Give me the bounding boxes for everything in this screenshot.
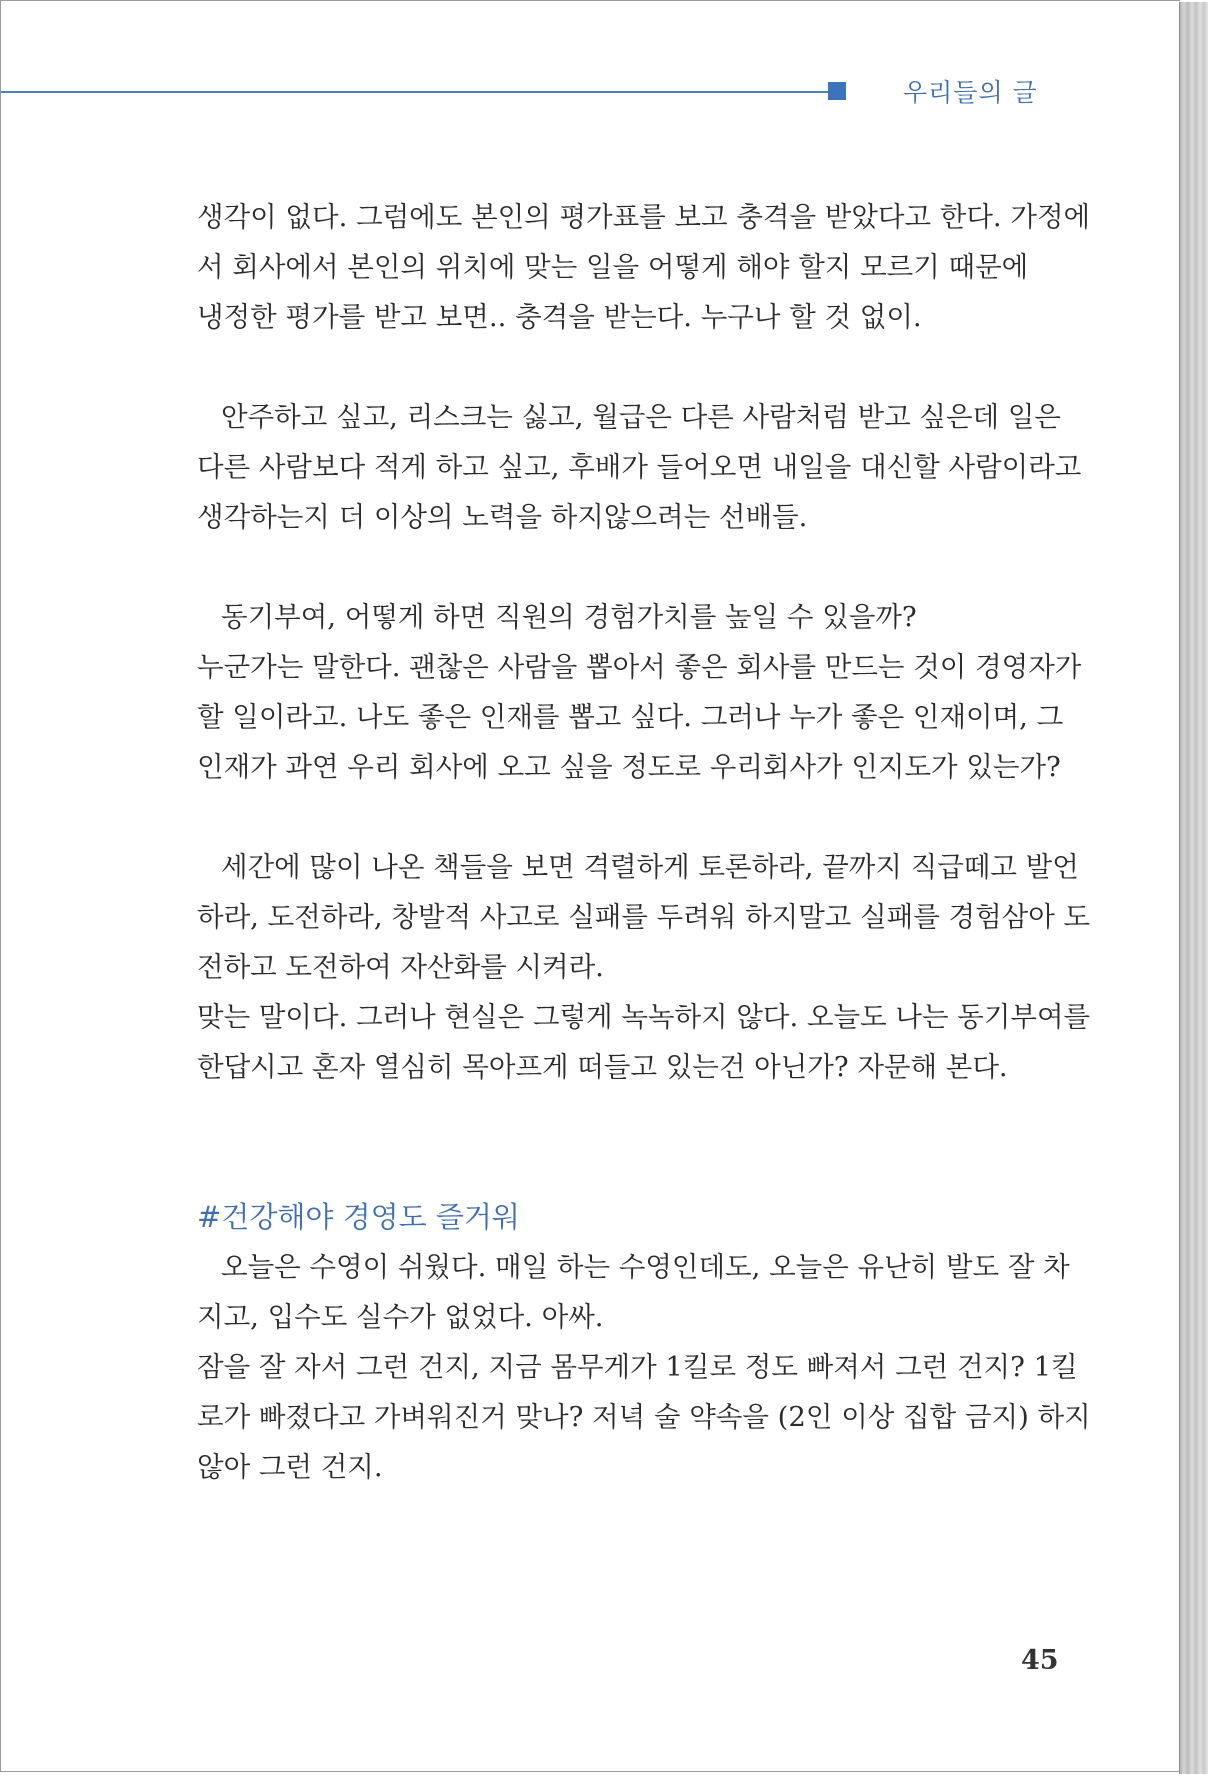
p4-line-2: 하라, 도전하라, 창발적 사고로 실패를 두려워 하지말고 실패를 경험삼아 도 — [197, 901, 1091, 933]
header-square-marker — [828, 82, 846, 100]
page-stack-edge — [1179, 2, 1208, 1774]
p1-line-2: 서 회사에서 본인의 위치에 맞는 일을 어떻게 해야 할지 모르기 때문에 — [197, 251, 1029, 283]
p4-line-5: 한답시고 혼자 열심히 목아프게 떠들고 있는건 아닌가? 자문해 본다. — [197, 1051, 1008, 1083]
section-line-4: 로가 빠졌다고 가벼워진거 맞나? 저녁 술 약속을 (2인 이상 집합 금지) 하지 — [197, 1401, 1091, 1433]
section-line-5: 않아 그런 건지. — [197, 1451, 383, 1483]
p1-line-3: 냉정한 평가를 받고 보면.. 충격을 받는다. 누구나 할 것 없이. — [197, 301, 922, 333]
section-line-2: 지고, 입수도 실수가 없었다. 아싸. — [197, 1301, 604, 1333]
p3-line-4: 인재가 과연 우리 회사에 오고 싶을 정도로 우리회사가 인지도가 있는가? — [197, 751, 1061, 783]
section-line-1: 오늘은 수영이 쉬웠다. 매일 하는 수영인데도, 오늘은 유난히 발도 잘 차 — [221, 1251, 1070, 1283]
p3-line-3: 할 일이라고. 나도 좋은 인재를 뽑고 싶다. 그러나 누가 좋은 인재이며, 그 — [197, 701, 1064, 733]
p2-line-1: 안주하고 싶고, 리스크는 싫고, 월급은 다른 사람처럼 받고 싶은데 일은 — [221, 401, 1061, 433]
page-number: 45 — [1021, 1645, 1059, 1676]
running-header-title: 우리들의 글 — [903, 78, 1038, 107]
section-heading: #건강해야 경영도 즐거워 — [197, 1200, 520, 1234]
p2-line-2: 다른 사람보다 적게 하고 싶고, 후배가 들어오면 내일을 대신할 사람이라고 — [197, 451, 1082, 483]
header-rule — [1, 91, 831, 93]
p4-line-3: 전하고 도전하여 자산화를 시켜라. — [197, 951, 604, 983]
p1-line-1: 생각이 없다. 그럼에도 본인의 평가표를 보고 충격을 받았다고 한다. 가정에 — [197, 201, 1091, 233]
p4-line-1: 세간에 많이 나온 책들을 보면 격렬하게 토론하라, 끝까지 직급떼고 발언 — [221, 851, 1079, 883]
p3-line-1: 동기부여, 어떻게 하면 직원의 경험가치를 높일 수 있을까? — [221, 601, 917, 633]
section-line-3: 잠을 잘 자서 그런 건지, 지금 몸무게가 1킬로 정도 빠져서 그런 건지? 1킬 — [197, 1351, 1078, 1383]
p3-line-2: 누군가는 말한다. 괜찮은 사람을 뽑아서 좋은 회사를 만드는 것이 경영자가 — [197, 651, 1082, 683]
p4-line-4: 맞는 말이다. 그러나 현실은 그렇게 녹녹하지 않다. 오늘도 나는 동기부여를 — [197, 1001, 1091, 1033]
p2-line-3: 생각하는지 더 이상의 노력을 하지않으려는 선배들. — [197, 501, 808, 533]
